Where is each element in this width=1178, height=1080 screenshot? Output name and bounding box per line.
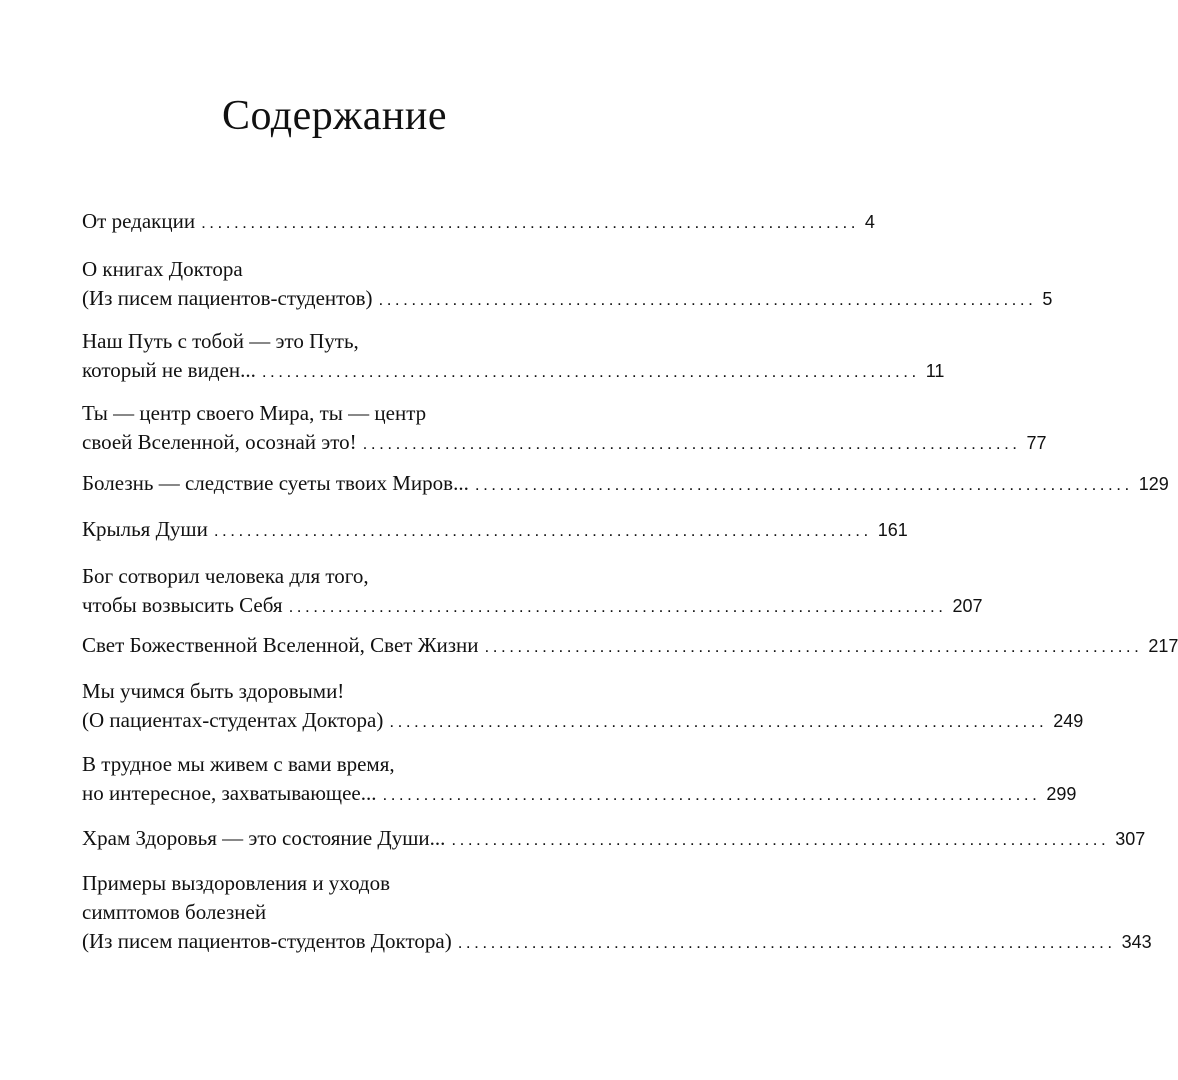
- dot-leader: ................................................................................: [457, 933, 1116, 952]
- toc-entry[interactable]: [82, 207, 875, 236]
- toc-entry-last-line: [82, 779, 1077, 808]
- dot-leader: ................................................................................: [201, 213, 859, 232]
- toc-entry-last-line: [82, 824, 1146, 853]
- toc-entry[interactable]: [82, 327, 945, 385]
- toc-page-number: 343: [1121, 932, 1152, 952]
- toc-page-number: 129: [1138, 474, 1169, 494]
- toc-entry-last-line: [82, 356, 945, 385]
- toc-page-number: 307: [1115, 829, 1146, 849]
- toc-page-number: 161: [877, 520, 908, 540]
- toc-entry[interactable]: [82, 869, 1152, 956]
- toc-entry-title-line: Наш Путь с тобой — это Путь,: [82, 329, 359, 353]
- toc-entry-last-line: [82, 927, 1152, 956]
- toc-entry-last-line: [82, 706, 1084, 735]
- toc-page-number: 299: [1046, 784, 1077, 804]
- toc-entry-title-line: Ты — центр своего Мира, ты — центр: [82, 401, 427, 425]
- toc-page-number: 11: [925, 361, 945, 381]
- toc-entry-last-line: [82, 515, 908, 544]
- toc-entry[interactable]: [82, 469, 1169, 498]
- toc-entry-title-line: Бог сотворил человека для того,: [82, 564, 369, 588]
- toc-entry-title-line: О книгах Доктора: [82, 257, 243, 281]
- toc-entry-title-line: Храм Здоровья — это состояние Души...: [82, 826, 446, 850]
- dot-leader: ................................................................................: [474, 475, 1133, 494]
- toc-entry-title-line: Свет Божественной Вселенной, Свет Жизни: [82, 633, 479, 657]
- dot-leader: ................................................................................: [389, 712, 1048, 731]
- toc-page-number: 249: [1053, 711, 1084, 731]
- toc-entry-last-line: [82, 631, 1178, 660]
- toc-entry-last-line: [82, 428, 1047, 457]
- toc-entry[interactable]: [82, 399, 1047, 457]
- toc-entry-title-line: своей Вселенной, осознай это!: [82, 430, 357, 454]
- toc-entry[interactable]: [82, 824, 1146, 853]
- dot-leader: ................................................................................: [451, 830, 1110, 849]
- toc-entry-title-line: симптомов болезней: [82, 900, 267, 924]
- toc-entry-title-line: (О пациентах-студентах Доктора): [82, 708, 384, 732]
- toc-entry-title-line: Крылья Души: [82, 517, 208, 541]
- dot-leader: ................................................................................: [382, 785, 1041, 804]
- toc-entry-last-line: [82, 284, 1053, 313]
- toc-entry[interactable]: [82, 515, 908, 544]
- toc-entry-title-line: который не виден...: [82, 358, 256, 382]
- toc-page-number: 77: [1026, 433, 1047, 453]
- toc-entry-last-line: [82, 207, 875, 236]
- dot-leader: ................................................................................: [378, 290, 1037, 309]
- toc-entry-title-line: В трудное мы живем с вами время,: [82, 752, 395, 776]
- toc-entry-title-line: От редакции: [82, 209, 196, 233]
- toc-entry[interactable]: [82, 255, 1053, 313]
- page-title: Содержание: [221, 93, 448, 139]
- toc-entry[interactable]: [82, 631, 1178, 660]
- toc-entry-title-line: (Из писем пациентов-студентов Доктора): [82, 929, 452, 953]
- dot-leader: ................................................................................: [261, 362, 920, 381]
- toc-page-number: 207: [952, 596, 983, 616]
- toc-entry-last-line: [82, 469, 1169, 498]
- toc-entry-title-line: Мы учимся быть здоровыми!: [82, 679, 345, 703]
- toc-entry-title-line: Болезнь — следствие суеты твоих Миров...: [82, 471, 469, 495]
- dot-leader: ................................................................................: [213, 521, 872, 540]
- toc-entry[interactable]: [82, 677, 1084, 735]
- toc-page-number: 4: [864, 212, 875, 232]
- toc-entry-title-line: (Из писем пациентов-студентов): [82, 286, 373, 310]
- toc-entry[interactable]: [82, 750, 1077, 808]
- toc-page-number: 217: [1148, 636, 1178, 656]
- dot-leader: ................................................................................: [484, 637, 1143, 656]
- toc-entry-title-line: Примеры выздоровления и уходов: [82, 871, 391, 895]
- dot-leader: ................................................................................: [288, 597, 947, 616]
- dot-leader: ................................................................................: [362, 434, 1021, 453]
- toc-entry-last-line: [82, 591, 983, 620]
- toc-entry-title-line: чтобы возвысить Себя: [82, 593, 283, 617]
- toc-page-number: 5: [1042, 289, 1053, 309]
- toc-entry[interactable]: [82, 562, 983, 620]
- toc-entry-title-line: но интересное, захватывающее...: [82, 781, 377, 805]
